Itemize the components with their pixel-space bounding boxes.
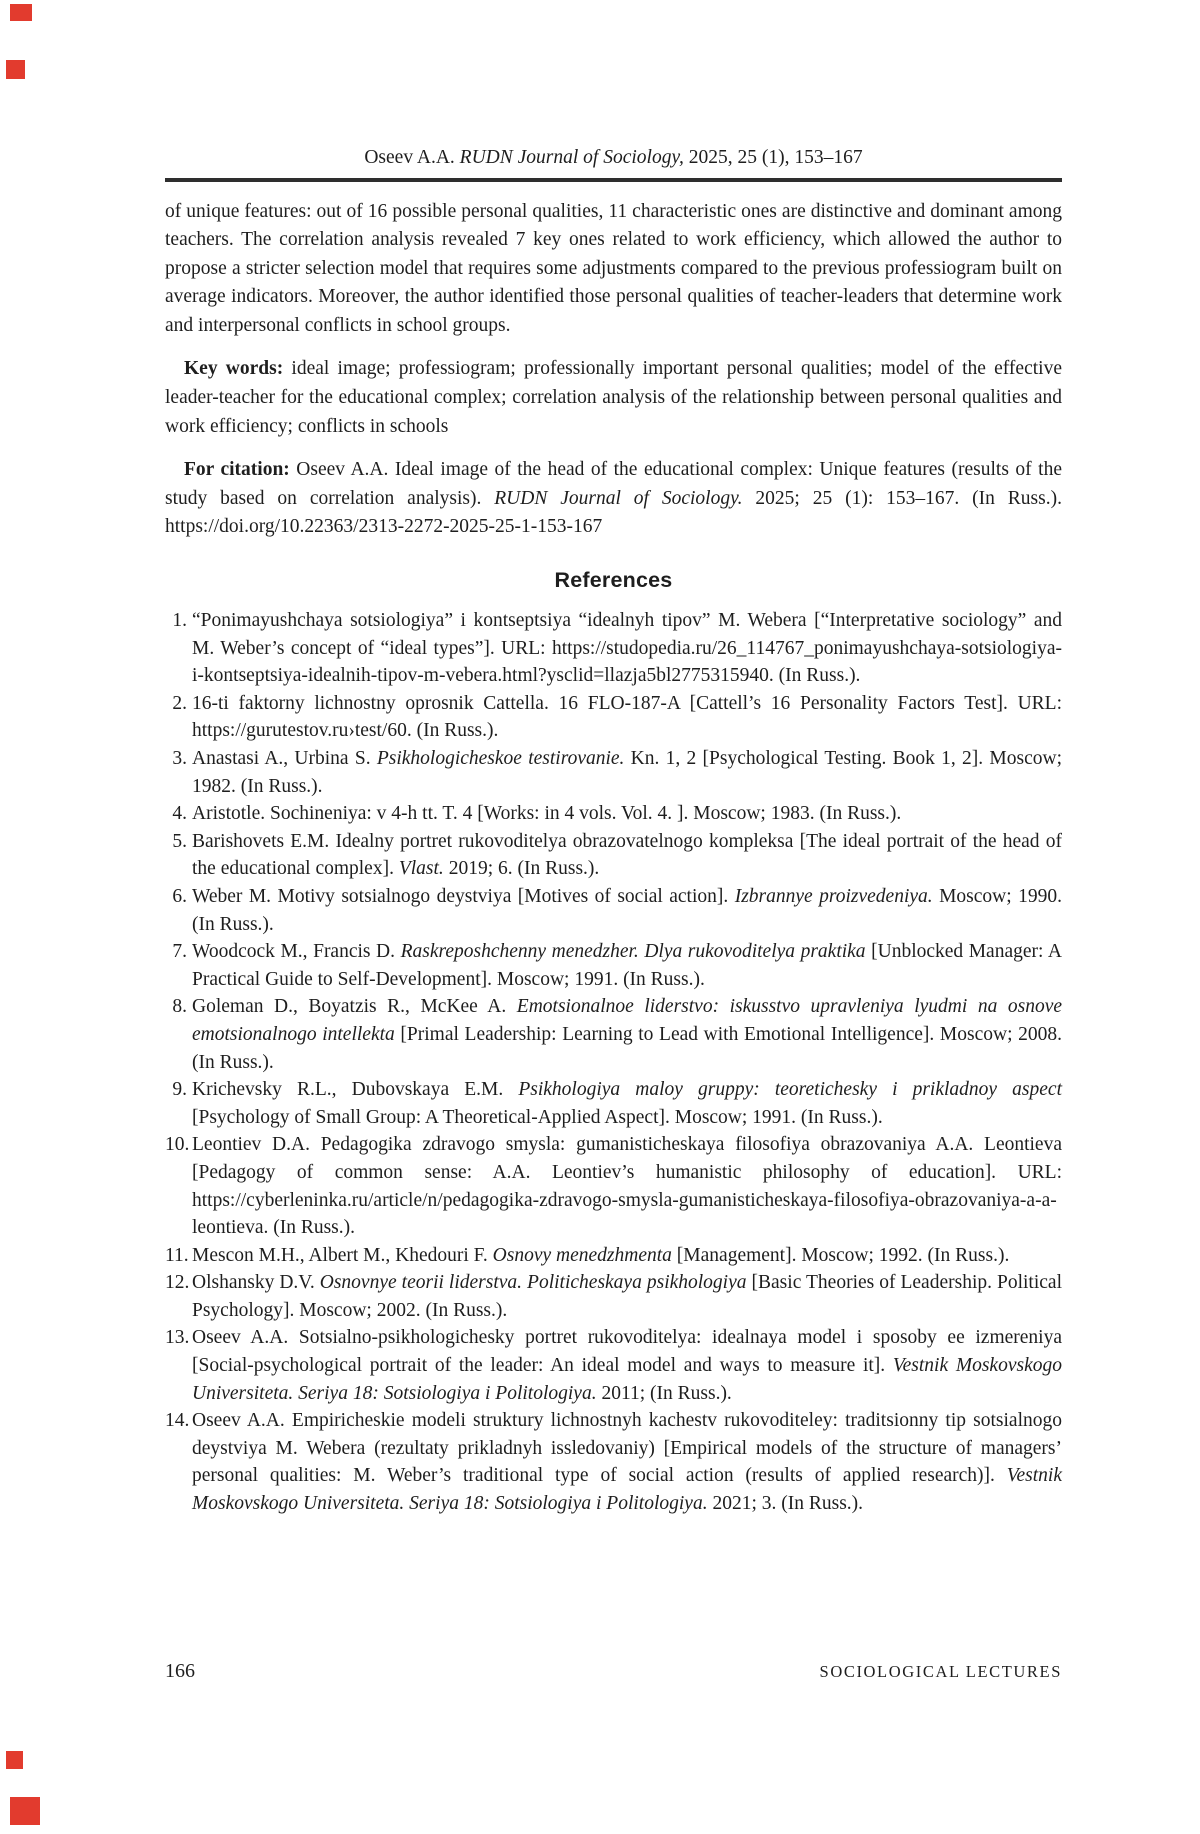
reference-number: 8.: [172, 996, 187, 1018]
reference-number: 12.: [165, 1272, 190, 1294]
text-run: Anastasi A., Urbina S.: [192, 748, 377, 769]
reference-item: [165, 1076, 1062, 1131]
reference-item: [165, 1131, 1062, 1241]
reference-item: [165, 938, 1062, 993]
reference-number: 1.: [172, 610, 187, 632]
text-run: Moscow; 1990. (In Russ.).: [192, 885, 1062, 935]
scan-artifact-mark: [10, 1797, 40, 1825]
text-run: Olshansky D.V.: [192, 1272, 320, 1294]
text-run: Kn. 1, 2 [Psychological Testing. Book 1, 2]. Moscow; 1982. (In Russ.).: [192, 748, 1062, 797]
text-run: [Management]. Moscow; 1992. (In Russ.).: [671, 1244, 1010, 1266]
reference-number: 9.: [172, 1079, 187, 1101]
scan-artifact-mark: [6, 60, 25, 79]
text-run: 16-ti faktorny lichnostny oprosnik Cattella. 16 FLO-187-A [Cattell’s 16 Personality Factors Test]. URL: https://gurutestov.ru›test/60. (In Russ.).: [192, 692, 1062, 742]
text-run: Oseev A.A. Ideal image of the head of the educational complex: Unique features (results of the study based on correlation analysis).: [165, 459, 1063, 509]
reference-number: 10.: [165, 1134, 190, 1156]
text-run: Barishovets E.M. Idealny portret rukovoditelya obrazovatelnogo kompleksa [The ideal portrait of the head of the educational complex].: [192, 830, 1062, 880]
reference-number: 3.: [172, 748, 187, 769]
text-run: Oseev A.A. Sotsialno-psikhologichesky portret rukovoditelya: idealnaya model i sposoby ee izmereniya [Social-psychological portrait of the leader: An ideal model and ways to measure it].: [192, 1327, 1062, 1377]
section-label: SOCIOLOGICAL LECTURES: [819, 1662, 1062, 1681]
reference-number: 13.: [165, 1327, 190, 1349]
reference-item: [165, 883, 1062, 938]
italic-text-run: RUDN Journal of Sociology,: [459, 147, 684, 168]
text-run: of unique features: out of 16 possible personal qualities, 11 characteristic ones are distinctive and dominant among teachers. The correlation analysis revealed 7 key ones related to work efficiency, which allowed the author to propose a stricter selection model that requires some adjustments compared to the previous professiogram built on average indicators. Moreover, the author identified those personal qualities of teacher-leaders that determine work and interpersonal conflicts in school groups.: [165, 200, 1062, 336]
reference-number: 6.: [172, 885, 187, 907]
text-run: 2021; 3. (In Russ.).: [707, 1493, 864, 1515]
reference-item: [165, 1242, 1062, 1270]
reference-number: 2.: [172, 692, 187, 714]
reference-item: [165, 993, 1062, 1076]
text-run: Leontiev D.A. Pedagogika zdravogo smysla: gumanisticheskaya filosofiya obrazovaniya A.A. Leontieva [Pedagogy of common sense: A.A. Leontiev’s humanistic philosophy of education]. URL: https://cyberleninka.ru/article/n/pedagogika-zdravogo-smysla-gumanisticheskaya-filosofiya-obrazovaniya-a-a-leontieva. (In Russ.).: [192, 1134, 1062, 1239]
italic-text-run: Psikhologiya maloy gruppy: teoretichesky i prikladnoy aspect: [518, 1079, 1062, 1101]
reference-number: 11.: [165, 1244, 189, 1266]
reference-number: 7.: [172, 941, 187, 963]
body-paragraphs: [165, 198, 1062, 543]
text-run: Mescon M.H., Albert M., Khedouri F.: [192, 1244, 493, 1266]
reference-item: [165, 1407, 1062, 1517]
italic-text-run: Psikhologicheskoe testirovanie.: [376, 748, 625, 769]
italic-text-run: Izbrannye proizvedeniya.: [734, 885, 933, 907]
page-number: 166: [165, 1660, 195, 1682]
scan-artifact-mark: [6, 1751, 23, 1769]
text-run: Oseev A.A. Empiricheskie modeli struktury lichnostnyh kachestv rukovoditeley: traditsionny tip sotsialnogo deystviya M. Webera (rezultaty prikladnyh issledovaniy) [Empirical models of the structure of managers’ personal qualities: M. Weber’s traditional type of social action (results of applied research)].: [192, 1410, 1062, 1487]
running-header: [165, 146, 1062, 170]
page-content-column: [165, 146, 1062, 1518]
header-rule: [165, 178, 1062, 182]
text-run: Krichevsky R.L., Dubovskaya E.M.: [192, 1079, 519, 1101]
keywords-paragraph: [165, 355, 1062, 441]
text-run: [Basic Theories of Leadership. Political Psychology]. Moscow; 2002. (In Russ.).: [192, 1272, 1062, 1321]
references-heading: References: [554, 568, 673, 593]
page-footer: [165, 1660, 1062, 1683]
italic-text-run: Osnovnye teorii liderstva. Politicheskaya psikhologiya: [319, 1272, 747, 1294]
italic-text-run: Raskreposhchenny menedzher. Dlya rukovoditelya praktika: [400, 941, 866, 963]
reference-item: [165, 828, 1062, 883]
reference-item: [165, 800, 1062, 828]
italic-text-run: Osnovy menedzhmenta: [492, 1244, 672, 1266]
scan-artifact-mark: [10, 4, 32, 21]
text-run: 2011; (In Russ.).: [596, 1382, 732, 1404]
text-run: Oseev A.A.: [364, 147, 460, 168]
reference-item: [165, 690, 1062, 745]
abstract-continuation-paragraph: [165, 198, 1062, 341]
italic-text-run: Emotsionalnoe liderstvo: iskusstvo upravleniya lyudmi na osnove emotsionalnogo intellekta: [192, 996, 1063, 1045]
text-run: Weber M. Motivy sotsialnogo deystviya [Motives of social action].: [192, 885, 735, 907]
text-run: [Psychology of Small Group: A Theoretical-Applied Aspect]. Moscow; 1991. (In Russ.).: [192, 1106, 883, 1128]
text-run: Aristotle. Sochineniya: v 4-h tt. T. 4 [Works: in 4 vols. Vol. 4. ]. Moscow; 1983. (In Russ.).: [192, 803, 902, 825]
text-run: [Unblocked Manager: A Practical Guide to Self-Development]. Moscow; 1991. (In Russ.).: [192, 941, 1062, 990]
text-run: “Ponimayushchaya sotsiologiya” i kontseptsiya “idealnyh tipov” M. Webera [“Interpretative sociology” and M. Weber’s concept of “ideal types”]. URL: https://studopedia.ru/26_114767_ponimayushchaya-sotsiologiya-i-kontseptsiya-idealnih-tipov-m-vebera.html?ysclid=llazja5bl2775315940. (In Russ.).: [192, 610, 1062, 687]
italic-text-run: RUDN Journal of Sociology.: [494, 487, 743, 509]
text-run: Goleman D., Boyatzis R., McKee A.: [192, 996, 517, 1018]
reference-item: [165, 1269, 1062, 1324]
text-run: 2025, 25 (1), 153–167: [683, 147, 863, 168]
reference-number: 4.: [172, 803, 187, 825]
reference-item: [165, 607, 1062, 690]
bold-text-run: For citation:: [184, 459, 290, 481]
reference-item: [165, 1324, 1062, 1407]
italic-text-run: Vestnik Moskovskogo Universiteta. Seriya 18: Sotsiologiya i Politologiya.: [192, 1465, 1062, 1515]
text-run: [Primal Leadership: Learning to Lead with Emotional Intelligence]. Moscow; 2008. (In Russ.).: [192, 1023, 1062, 1073]
text-run: 2025; 25 (1): 153–167. (In Russ.). https://doi.org/10.22363/2313-2272-2025-25-1-153-167: [165, 487, 1062, 538]
italic-text-run: Vestnik Moskovskogo Universiteta. Seriya 18: Sotsiologiya i Politologiya.: [192, 1355, 1062, 1404]
citation-paragraph: [165, 456, 1062, 542]
reference-item: [165, 745, 1062, 800]
text-run: 2019; 6. (In Russ.).: [443, 858, 600, 880]
italic-text-run: Vlast.: [398, 858, 444, 880]
reference-number: 5.: [172, 830, 187, 852]
references-list: [165, 607, 1062, 1518]
text-run: ideal image; professiogram; professionally important personal qualities; model of the effective leader-teacher for the educational complex; correlation analysis of the relationship between personal qualities and work efficiency; conflicts in schools: [165, 358, 1062, 437]
reference-number: 14.: [165, 1410, 190, 1432]
text-run: Woodcock M., Francis D.: [192, 941, 401, 963]
bold-text-run: Key words:: [184, 358, 284, 380]
